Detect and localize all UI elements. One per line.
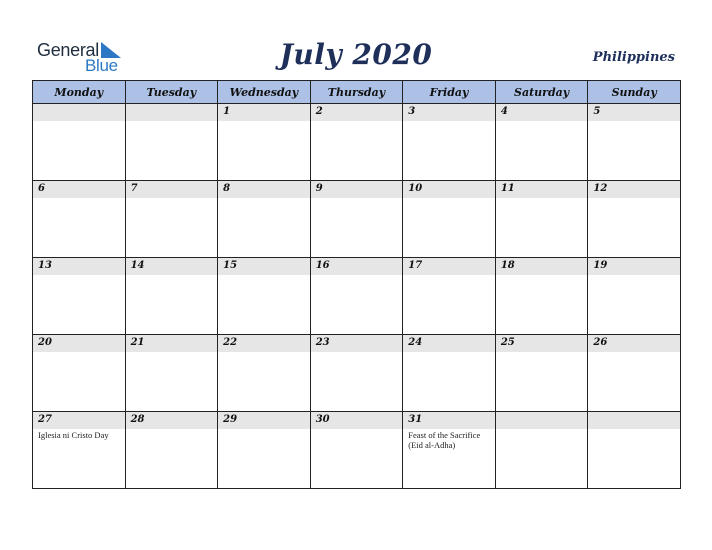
day-number-band (403, 181, 495, 198)
month-title: July 2020 (279, 38, 433, 71)
day-cell[interactable] (33, 335, 126, 412)
holiday-label (218, 198, 310, 199)
day-cell[interactable] (310, 181, 403, 258)
day-number-band (496, 258, 588, 275)
day-number: 24 (408, 337, 423, 348)
day-number-band (218, 412, 310, 429)
day-number-band (218, 258, 310, 275)
day-cell[interactable] (495, 412, 588, 489)
day-cell[interactable] (218, 412, 311, 489)
holiday-label (403, 121, 495, 122)
day-number: 12 (593, 183, 608, 194)
day-number-band (403, 335, 495, 352)
weekday-saturday: Saturday (495, 81, 588, 104)
day-cell[interactable] (33, 181, 126, 258)
holiday-label (496, 352, 588, 353)
day-cell[interactable] (310, 335, 403, 412)
day-number-band (126, 335, 218, 352)
day-number: 14 (130, 260, 145, 271)
day-number-band (33, 104, 125, 121)
day-cell[interactable] (218, 181, 311, 258)
week-row (33, 181, 681, 258)
day-number: 18 (500, 260, 515, 271)
day-number-band (496, 335, 588, 352)
day-number: 20 (38, 337, 52, 348)
day-number-band (311, 258, 403, 275)
day-number: 28 (130, 414, 145, 425)
day-number-band (126, 181, 218, 198)
holiday-label (218, 121, 310, 122)
day-cell[interactable] (403, 104, 496, 181)
holiday-label (126, 198, 218, 199)
day-number: 8 (223, 183, 231, 194)
day-cell[interactable] (588, 181, 681, 258)
holiday-label (496, 198, 588, 199)
day-cell[interactable] (125, 335, 218, 412)
day-number-band (403, 412, 495, 429)
holiday-label (33, 198, 125, 199)
day-number: 31 (408, 414, 423, 425)
day-number-band (33, 258, 125, 275)
day-number: 22 (223, 337, 238, 348)
day-cell[interactable] (218, 335, 311, 412)
holiday-label (403, 275, 495, 276)
weekday-header-row (33, 81, 681, 104)
weekday-thursday: Thursday (310, 81, 403, 104)
day-number: 30 (315, 414, 330, 425)
day-number-band (496, 104, 588, 121)
day-number-band (126, 258, 218, 275)
holiday-label (126, 352, 218, 353)
day-cell[interactable] (33, 104, 126, 181)
day-cell[interactable] (588, 258, 681, 335)
day-cell[interactable] (495, 181, 588, 258)
holiday-label (311, 429, 403, 430)
holiday-label (403, 352, 495, 353)
day-number: 25 (500, 337, 515, 348)
day-cell[interactable] (403, 412, 496, 489)
day-cell[interactable] (218, 258, 311, 335)
holiday-label (496, 429, 588, 430)
day-cell[interactable] (125, 181, 218, 258)
day-number: 17 (408, 260, 423, 271)
logo-text-general: General (37, 40, 99, 60)
day-cell[interactable] (33, 412, 126, 489)
day-number-band (311, 412, 403, 429)
day-cell[interactable] (125, 104, 218, 181)
holiday-label (311, 352, 403, 353)
holiday-label: Iglesia ni Cristo Day (38, 430, 109, 440)
holiday-label (126, 275, 218, 276)
day-number: 5 (593, 106, 601, 117)
day-number: 19 (593, 260, 608, 271)
holiday-label: Feast of the Sacrifice (Eid al-Adha) (408, 430, 481, 450)
day-number-band (311, 181, 403, 198)
week-row (33, 412, 681, 489)
day-cell[interactable] (218, 104, 311, 181)
day-number-band (588, 181, 680, 198)
day-number-band (33, 335, 125, 352)
day-cell[interactable] (403, 335, 496, 412)
calendar-grid (32, 80, 681, 489)
holiday-label (588, 275, 680, 276)
day-cell[interactable] (495, 335, 588, 412)
day-cell[interactable] (310, 258, 403, 335)
holiday-label (311, 198, 403, 199)
day-cell[interactable] (125, 258, 218, 335)
weekday-wednesday: Wednesday (218, 81, 311, 104)
day-number-band (311, 335, 403, 352)
day-cell[interactable] (125, 412, 218, 489)
country-name: Philippines (592, 50, 675, 65)
day-number-band (588, 412, 680, 429)
holiday-label (33, 121, 125, 122)
day-number: 27 (38, 414, 52, 425)
day-number-band (496, 412, 588, 429)
day-number-band (33, 181, 125, 198)
holiday-label (218, 275, 310, 276)
holiday-label (403, 198, 495, 199)
day-number: 9 (315, 183, 323, 194)
holiday-label (588, 121, 680, 122)
holiday-label (496, 275, 588, 276)
day-number-band (126, 412, 218, 429)
week-row (33, 335, 681, 412)
day-number: 4 (500, 106, 508, 117)
day-number-band (218, 104, 310, 121)
day-cell[interactable] (495, 104, 588, 181)
day-number-band (218, 335, 310, 352)
holiday-label (588, 198, 680, 199)
day-number-band (403, 258, 495, 275)
day-number-band (496, 181, 588, 198)
day-number-band (403, 104, 495, 121)
holiday-label (496, 121, 588, 122)
day-cell[interactable] (588, 412, 681, 489)
holiday-label (33, 352, 125, 353)
day-number: 1 (223, 106, 231, 117)
holiday-label (311, 121, 403, 122)
day-number-band (588, 104, 680, 121)
day-cell[interactable] (33, 258, 126, 335)
day-cell[interactable] (588, 104, 681, 181)
day-cell[interactable] (588, 335, 681, 412)
holiday-label (588, 429, 680, 430)
day-number: 11 (500, 183, 515, 194)
day-number: 21 (130, 337, 145, 348)
day-number-band (588, 258, 680, 275)
day-number-band (311, 104, 403, 121)
day-number: 23 (315, 337, 330, 348)
holiday-label (588, 352, 680, 353)
weekday-monday: Monday (33, 81, 126, 104)
holiday-label (126, 121, 218, 122)
logo-text-blue: Blue (85, 56, 118, 75)
week-row (33, 258, 681, 335)
holiday-label (218, 352, 310, 353)
day-number-band (588, 335, 680, 352)
day-number: 3 (408, 106, 416, 117)
day-number: 10 (408, 183, 423, 194)
weekday-sunday: Sunday (588, 81, 681, 104)
day-number: 6 (38, 183, 45, 194)
day-cell[interactable] (310, 104, 403, 181)
day-number-band (33, 412, 125, 429)
day-number: 13 (38, 260, 52, 271)
holiday-label (311, 275, 403, 276)
holiday-label (33, 275, 125, 276)
holiday-label (126, 429, 218, 430)
day-cell[interactable] (403, 258, 496, 335)
day-number: 2 (315, 106, 323, 117)
weekday-tuesday: Tuesday (125, 81, 218, 104)
day-number: 16 (315, 260, 330, 271)
day-number: 15 (223, 260, 238, 271)
day-cell[interactable] (310, 412, 403, 489)
week-row (33, 104, 681, 181)
day-number-band (126, 104, 218, 121)
day-number: 7 (130, 183, 138, 194)
day-number: 26 (593, 337, 608, 348)
day-number-band (218, 181, 310, 198)
weekday-friday: Friday (403, 81, 496, 104)
day-number: 29 (223, 414, 238, 425)
day-cell[interactable] (495, 258, 588, 335)
day-cell[interactable] (403, 181, 496, 258)
holiday-label (218, 429, 310, 430)
